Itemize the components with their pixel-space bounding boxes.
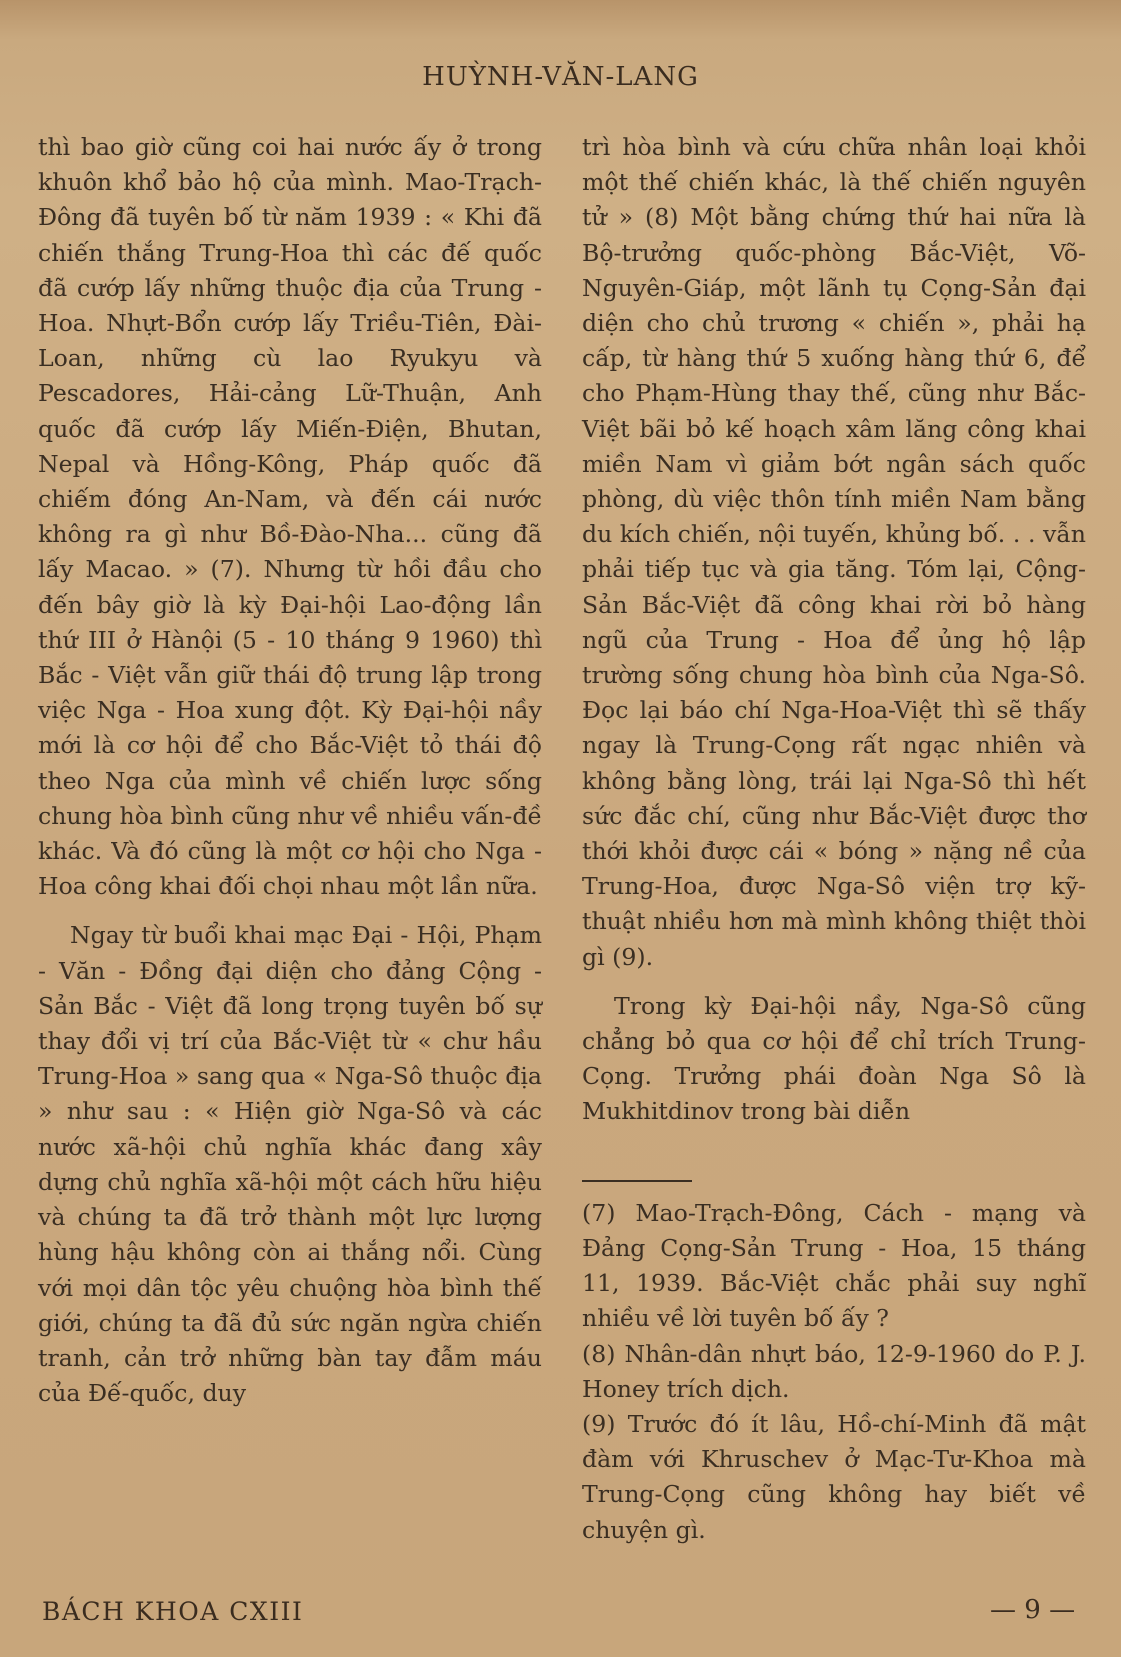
body-paragraph: trì hòa bình và cứu chữa nhân loại khỏi một thế chiến khác, là thế chiến nguyên tử » (8) Một bằng chứng thứ hai nữa là Bộ-trưởng quốc-phòng Bắc-Việt, Võ-Nguyên-Giáp, một lãnh tụ Cọng-Sản đại diện cho chủ trương « chiến », phải hạ cấp, từ hàng thứ 5 xuống hàng thứ 6, để cho Phạm-Hùng thay thế, cũng như Bắc-Việt bãi bỏ kế hoạch xâm lăng công khai miền Nam vì giảm bớt ngân sách quốc phòng, dù việc thôn tính miền Nam bằng du kích chiến, nội tuyến, khủng bố. . . vẫn phải tiếp tục và gia tăng. Tóm lại, Cộng-Sản Bắc-Việt đã công khai rời bỏ hàng ngũ của Trung - Hoa để ủng hộ lập trường sống chung hòa bình của Nga-Sô. Đọc lại báo chí Nga-Hoa-Việt thì sẽ thấy ngay là Trung-Cọng rất ngạc nhiên và không bằng lòng, trái lại Nga-Sô thì hết sức đắc chí, cũng như Bắc-Việt được thơ thới khỏi được cái « bóng » nặng nề của Trung-Hoa, được Nga-Sô viện trợ kỹ-thuật nhiều hơn mà mình không thiệt thòi gì (9). bbox=[582, 133, 1086, 971]
body-paragraph: Ngay từ buổi khai mạc Đại - Hội, Phạm - Văn - Đồng đại diện cho đảng Cộng - Sản Bắc - Việt đã long trọng tuyên bố sự thay đổi vị trí của Bắc-Việt từ « chư hầu Trung-Hoa » sang qua « Nga-Sô thuộc địa » như sau : « Hiện giờ Nga-Sô và các nước xã-hội chủ nghĩa khác đang xây dựng chủ nghĩa xã-hội một cách hữu hiệu và chúng ta đã trở thành một lực lượng hùng hậu không còn ai thắng nổi. Cùng với mọi dân tộc yêu chuộng hòa bình thế giới, chúng ta đã đủ sức ngăn ngừa chiến tranh, cản trở những bàn tay đẫm máu của Đế-quốc, duy bbox=[38, 921, 542, 1408]
footnote: (8) Nhân-dân nhựt báo, 12-9-1960 do P. J. Honey trích dịch. bbox=[582, 1339, 1086, 1403]
body-paragraph: Trong kỳ Đại-hội nầy, Nga-Sô cũng chẳng bỏ qua cơ hội để chỉ trích Trung-Cọng. Trưởng phái đoàn Nga Sô là Mukhitdinov trong bài diễn bbox=[582, 991, 1086, 1126]
footnote: (9) Trước đó ít lâu, Hồ-chí-Minh đã mật đàm với Khruschev ở Mạc-Tư-Khoa mà Trung-Cọng cũng không hay biết về chuyện gì. bbox=[582, 1409, 1086, 1544]
footnote: (7) Mao-Trạch-Đông, Cách - mạng và Đảng Cọng-Sản Trung - Hoa, 15 tháng 11, 1939. Bắc-Việt chắc phải suy nghĩ nhiều về lời tuyên bố ấy ? bbox=[582, 1198, 1086, 1333]
footnote-divider bbox=[582, 1180, 692, 1182]
journal-footer: BÁCH KHOA CXIII bbox=[42, 1597, 304, 1626]
running-header-author: HUỲNH-VĂN-LANG bbox=[422, 62, 699, 92]
page-number: — 9 — bbox=[990, 1595, 1076, 1625]
left-column bbox=[38, 130, 542, 1411]
right-column bbox=[582, 130, 1086, 1548]
body-paragraph: thì bao giờ cũng coi hai nước ấy ở trong khuôn khổ bảo hộ của mình. Mao-Trạch-Đông đã tuyên bố từ năm 1939 : « Khi đã chiến thắng Trung-Hoa thì các đế quốc đã cướp lấy những thuộc địa của Trung - Hoa. Nhựt-Bổn cướp lấy Triều-Tiên, Đài-Loan, những cù lao Ryukyu và Pescadores, Hải-cảng Lữ-Thuận, Anh quốc đã cướp lấy Miến-Điện, Bhutan, Nepal và Hồng-Kông, Pháp quốc đã chiếm đóng An-Nam, và đến cái nước không ra gì như Bồ-Đào-Nha... cũng đã lấy Macao. » (7). Nhưng từ hồi đầu cho đến bây giờ là kỳ Đại-hội Lao-động lần thứ III ở Hànội (5 - 10 tháng 9 1960) thì Bắc - Việt vẫn giữ thái độ trung lập trong việc Nga - Hoa xung đột. Kỳ Đại-hội nầy mới là cơ hội để cho Bắc-Việt tỏ thái độ theo Nga của mình về chiến lược sống chung hòa bình cũng như về nhiều vấn-đề khác. Và đó cũng là một cơ hội cho Nga - Hoa công khai đối chọi nhau một lần nữa. bbox=[38, 133, 542, 901]
